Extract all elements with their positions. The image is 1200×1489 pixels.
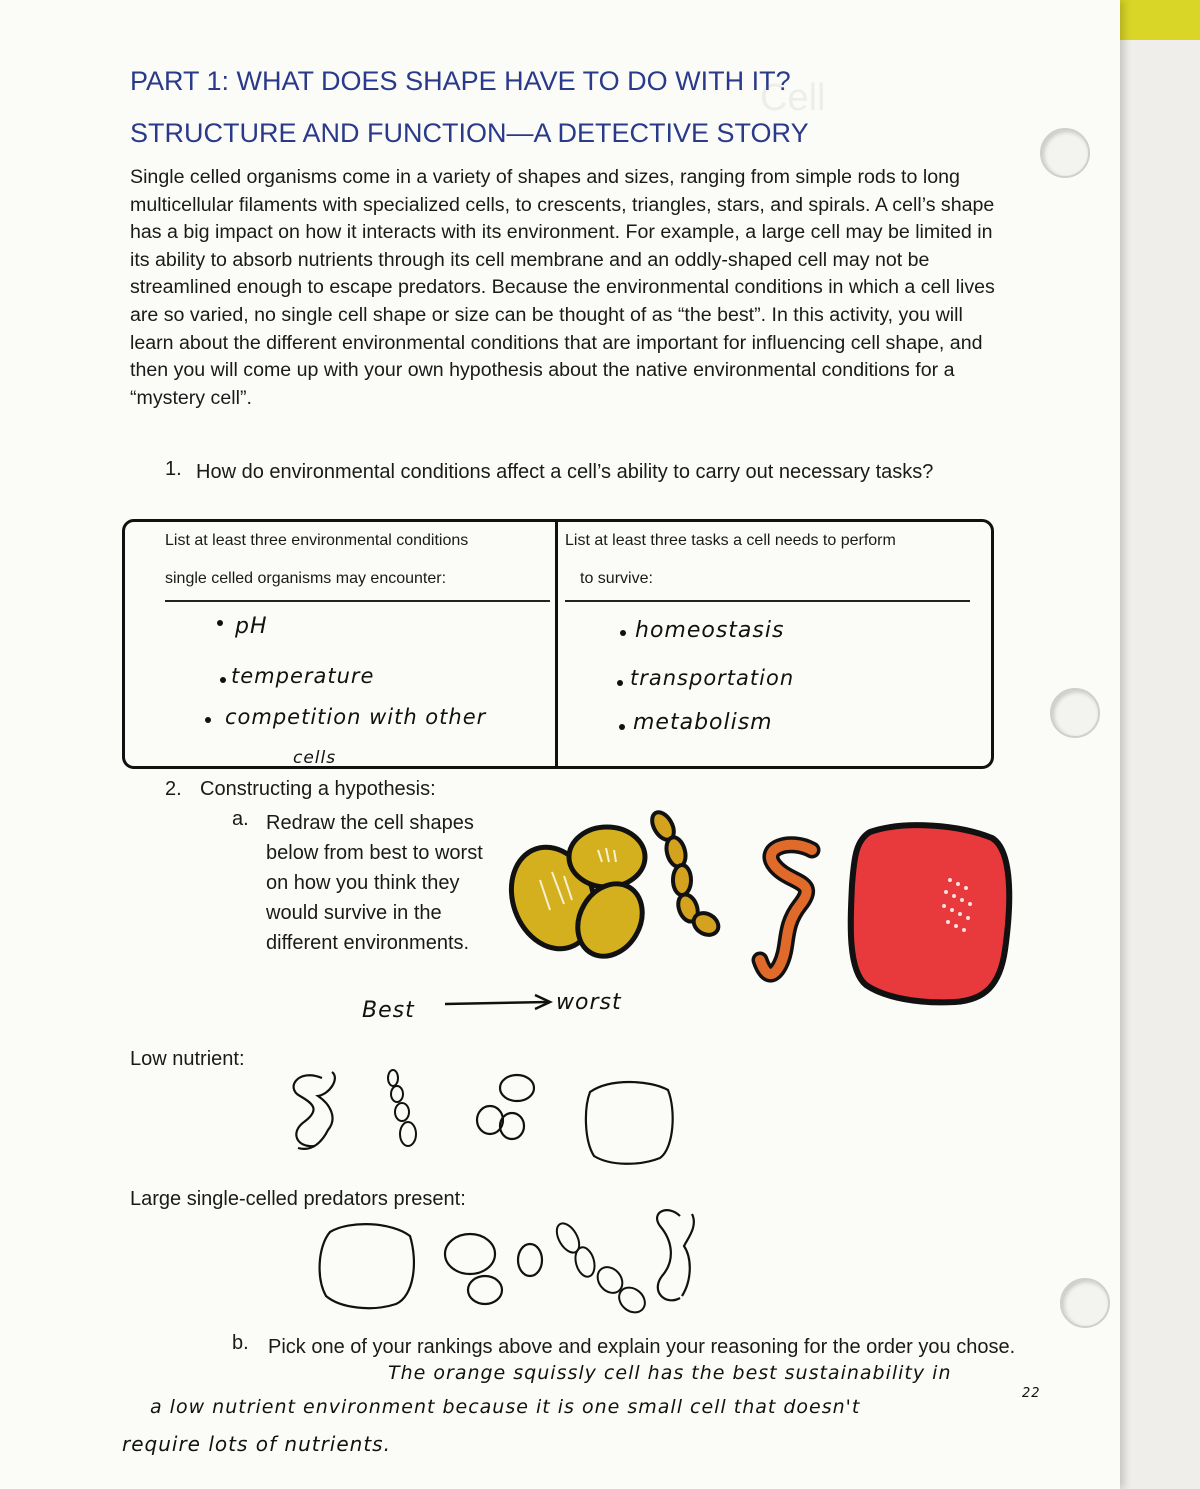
handwritten-task-3: metabolism [633,710,773,735]
low-nutrient-cluster-cell [477,1106,503,1134]
low-nutrient-squiggly-outline [298,1072,335,1149]
chain-cell [673,865,691,895]
low-nutrient-label: Low nutrient: [130,1048,245,1070]
handwritten-condition-3-cont: cells [293,748,337,768]
low-nutrient-chain-cell [388,1070,398,1086]
right-header-line1: List at least three tasks a cell needs to perform [565,532,896,549]
low-nutrient-large-cell [586,1082,673,1164]
intro-paragraph: Single celled organisms come in a variety of shapes and sizes, ranging from simple rods to long multicellular filaments with specialized cells, to crescents, triangles, stars, and spirals. A cell’s shape has a big impact on how it interacts with its environment. For example, a large cell may be limited in its ability to absorb nutrients through its cell membrane and an oddly-shaped cell may not be streamlined enough to escape predators. Because the environmental conditions in which a cell lives are so varied, no single cell shape or size can be thought of as “the best”. In this activity, you will learn about the different environmental conditions that are important for influencing cell shape, and then you will come up with your own hypothesis about the native environmental conditions for a “mystery cell”. [130,166,995,409]
handwritten-condition-3: competition with other [225,705,487,729]
low-nutrient-squiggly-outline [294,1075,322,1146]
question-1-number: 1. [165,458,182,480]
question-2-text: Constructing a hypothesis: [200,778,436,800]
handwritten-task-1: homeostasis [635,618,785,643]
question-2a-number: a. [232,808,249,830]
question-2a-text: Redraw the cell shapes below from best to worst on how you think they would survive in the different environments. [266,812,483,954]
part-subtitle: STRUCTURE AND FUNCTION—A DETECTIVE STORY [130,118,809,148]
next-page-edge [1120,40,1200,1489]
predators-chain-cell [614,1283,650,1318]
question-2-number: 2. [165,778,182,800]
predators-label: Large single-celled predators present: [130,1188,466,1210]
handwritten-answer-line2: a low nutrient environment because it is one small cell that doesn't [150,1396,861,1418]
low-nutrient-chain-cell [391,1086,403,1102]
right-header-line2: to survive: [580,570,653,587]
handwritten-condition-2: temperature [231,664,375,688]
part-title: PART 1: WHAT DOES SHAPE HAVE TO DO WITH IT? [130,66,791,96]
predators-chain-cell [593,1262,628,1298]
question-2b-number: b. [232,1332,249,1354]
low-nutrient-cluster-cell [500,1075,534,1101]
bleedthrough-text: Cell [760,77,826,119]
predators-large-cell [320,1224,414,1308]
predators-squiggly-outline [657,1210,694,1300]
handwritten-answer-line1: The orange squissly cell has the best sustainability in [388,1362,952,1384]
low-nutrient-cluster-cell [500,1113,524,1139]
handwritten-answer-line3: require lots of nutrients. [122,1432,391,1456]
predators-chain-cell [552,1220,584,1257]
handwritten-condition-1: pH [235,614,268,639]
best-label: Best [362,998,415,1023]
page-number: 22 [1022,1386,1041,1401]
low-nutrient-chain-cell [395,1103,409,1121]
best-to-worst-arrow [445,1002,548,1004]
predators-cluster-cell [518,1244,542,1276]
left-header-line2: single celled organisms may encounter: [165,570,447,587]
left-header-line1: List at least three environmental conditions [165,532,469,549]
predators-chain-cell [572,1245,597,1279]
low-nutrient-chain-cell [400,1122,416,1146]
predators-cluster-cell [468,1276,502,1304]
worst-label: worst [556,990,622,1015]
predators-cluster-cell [445,1234,495,1274]
question-2b-prompt: Pick one of your rankings above and explain your reasoning for the order you chose. [268,1336,1016,1358]
question-1-text: How do environmental conditions affect a cell’s ability to carry out necessary tasks? [196,461,934,483]
large-red-cell [851,825,1010,1002]
handwritten-task-2: transportation [630,666,795,690]
